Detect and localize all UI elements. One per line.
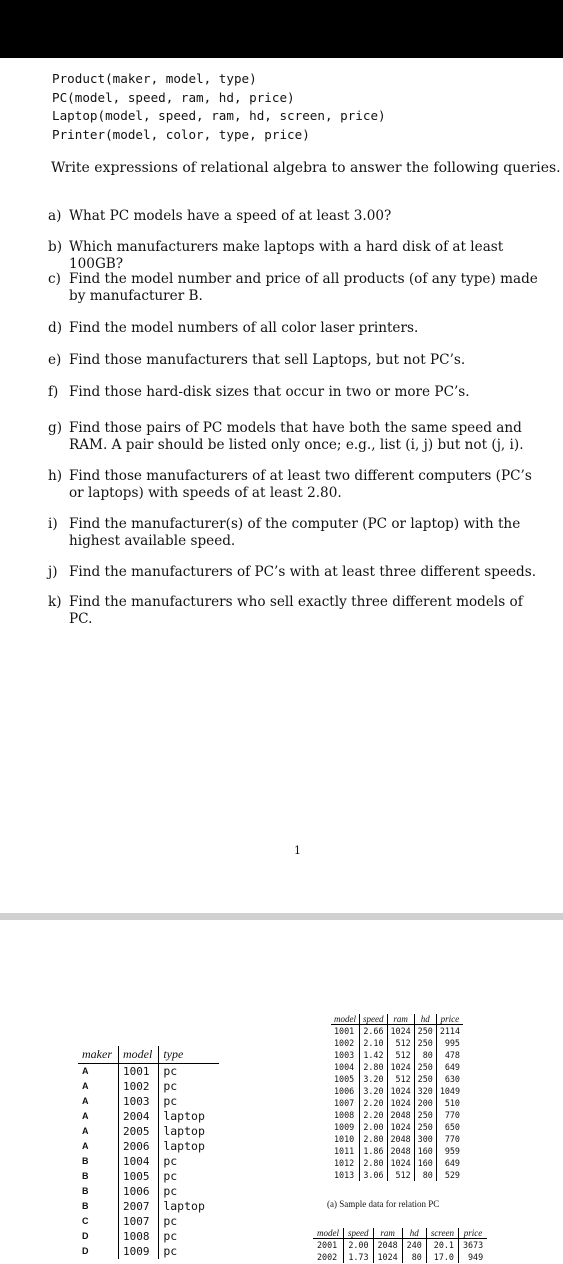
question-label: e) bbox=[48, 352, 62, 368]
table-cell: 300 bbox=[414, 1133, 436, 1145]
table-row bbox=[78, 1214, 219, 1229]
pc-header-row bbox=[331, 1014, 463, 1025]
table-cell: 1008 bbox=[119, 1229, 159, 1244]
table-cell: A bbox=[82, 1126, 89, 1136]
table-row bbox=[78, 1079, 219, 1094]
column-header: speed bbox=[360, 1014, 388, 1025]
table-cell: A bbox=[82, 1081, 89, 1091]
table-cell: 80 bbox=[414, 1049, 436, 1061]
page-separator bbox=[0, 913, 563, 920]
question-e bbox=[48, 352, 548, 369]
column-header: hd bbox=[402, 1228, 426, 1239]
table-row bbox=[331, 1037, 463, 1049]
table-cell: 1006 bbox=[119, 1184, 159, 1199]
table-cell: 250 bbox=[414, 1025, 436, 1038]
table-cell: 1007 bbox=[119, 1214, 159, 1229]
table-cell: 1049 bbox=[436, 1085, 463, 1097]
table-cell: pc bbox=[159, 1214, 220, 1229]
question-label: f) bbox=[48, 384, 59, 400]
table-cell: 1.73 bbox=[344, 1251, 374, 1263]
column-header: model bbox=[331, 1014, 360, 1025]
question-f bbox=[48, 384, 548, 401]
table-cell: 160 bbox=[414, 1157, 436, 1169]
table-cell: pc bbox=[159, 1244, 220, 1259]
table-row bbox=[78, 1109, 219, 1124]
table-row bbox=[78, 1124, 219, 1139]
table-cell: 20.1 bbox=[426, 1239, 458, 1252]
table-cell: 995 bbox=[436, 1037, 463, 1049]
table-cell: 1009 bbox=[334, 1122, 355, 1132]
question-text: Which manufacturers make laptops with a hard disk of at least 100GB? bbox=[69, 239, 504, 272]
schema-block bbox=[52, 70, 386, 144]
question-text: Find the model number and price of all products (of any type) made by manufacturer B. bbox=[69, 271, 538, 304]
table-cell: B bbox=[82, 1201, 89, 1211]
table-cell: 478 bbox=[436, 1049, 463, 1061]
table-cell: 1002 bbox=[334, 1038, 355, 1048]
table-cell: 649 bbox=[436, 1061, 463, 1073]
table-cell: 770 bbox=[436, 1109, 463, 1121]
table-cell: 1004 bbox=[334, 1062, 355, 1072]
table-cell: 1024 bbox=[387, 1097, 414, 1109]
table-cell: B bbox=[82, 1186, 89, 1196]
table-row bbox=[78, 1139, 219, 1154]
table-cell: 1024 bbox=[387, 1025, 414, 1038]
table-cell: 529 bbox=[436, 1169, 463, 1181]
table-cell: 250 bbox=[414, 1109, 436, 1121]
table-cell: laptop bbox=[159, 1199, 220, 1214]
question-text: Find those manufacturers that sell Laptops, but not PC’s. bbox=[69, 352, 466, 368]
table-cell: 1008 bbox=[334, 1110, 355, 1120]
table-cell: 1005 bbox=[334, 1074, 355, 1084]
table-cell: 1024 bbox=[387, 1061, 414, 1073]
table-cell: 2006 bbox=[119, 1139, 159, 1154]
page-number: 1 bbox=[294, 844, 301, 857]
table-cell: 512 bbox=[387, 1037, 414, 1049]
table-cell: laptop bbox=[159, 1124, 220, 1139]
table-cell: 2004 bbox=[119, 1109, 159, 1124]
table-row bbox=[331, 1121, 463, 1133]
table-cell: 250 bbox=[414, 1037, 436, 1049]
table-row bbox=[78, 1064, 219, 1080]
column-header: ram bbox=[387, 1014, 414, 1025]
table-cell: 2.80 bbox=[360, 1061, 388, 1073]
question-label: a) bbox=[48, 208, 62, 224]
table-row bbox=[331, 1157, 463, 1169]
table-cell: 250 bbox=[414, 1073, 436, 1085]
table-cell: 2005 bbox=[119, 1124, 159, 1139]
table-cell: 250 bbox=[414, 1121, 436, 1133]
table-cell: 2.80 bbox=[360, 1133, 388, 1145]
table-row bbox=[78, 1244, 219, 1259]
table-cell: 630 bbox=[436, 1073, 463, 1085]
table-row bbox=[331, 1085, 463, 1097]
table-cell: 512 bbox=[387, 1169, 414, 1181]
laptop-header-row bbox=[313, 1228, 487, 1239]
top-black-bar bbox=[0, 0, 563, 58]
table-row bbox=[78, 1199, 219, 1214]
table-cell: 1.42 bbox=[360, 1049, 388, 1061]
table-cell: 1002 bbox=[119, 1079, 159, 1094]
table-row bbox=[78, 1154, 219, 1169]
table-cell: 2.10 bbox=[360, 1037, 388, 1049]
table-cell: B bbox=[82, 1156, 89, 1166]
table-cell: D bbox=[82, 1231, 89, 1241]
table-row bbox=[331, 1025, 463, 1038]
table-cell: 2048 bbox=[387, 1145, 414, 1157]
table-cell: 1003 bbox=[334, 1050, 355, 1060]
table-cell: 3.20 bbox=[360, 1085, 388, 1097]
question-label: d) bbox=[48, 320, 63, 336]
table-cell: laptop bbox=[159, 1139, 220, 1154]
table-cell: 770 bbox=[436, 1133, 463, 1145]
question-label: c) bbox=[48, 271, 61, 287]
question-c bbox=[48, 271, 548, 305]
question-label: k) bbox=[48, 594, 62, 610]
table-row bbox=[331, 1097, 463, 1109]
table-cell: 80 bbox=[414, 1169, 436, 1181]
intro-text: Write expressions of relational algebra to answer the following queries. bbox=[51, 160, 561, 176]
question-text: Find those pairs of PC models that have both the same speed and RAM. A pair should be listed only once; e.g., list (i, j) but not (j, i). bbox=[69, 420, 524, 453]
table-cell: 1006 bbox=[334, 1086, 355, 1096]
table-row bbox=[313, 1239, 487, 1252]
column-header: hd bbox=[414, 1014, 436, 1025]
table-cell: 3.06 bbox=[360, 1169, 388, 1181]
question-k bbox=[48, 594, 548, 628]
table-row bbox=[78, 1184, 219, 1199]
table-row bbox=[78, 1094, 219, 1109]
table-cell: 1010 bbox=[334, 1134, 355, 1144]
question-d bbox=[48, 320, 548, 337]
question-a bbox=[48, 208, 548, 225]
schema-pc: PC(model, speed, ram, hd, price) bbox=[52, 89, 295, 105]
question-i bbox=[48, 516, 548, 550]
table-cell: 17.0 bbox=[426, 1251, 458, 1263]
question-text: Find the model numbers of all color laser printers. bbox=[69, 320, 419, 336]
table-row bbox=[78, 1229, 219, 1244]
question-text: Find those hard-disk sizes that occur in two or more PC’s. bbox=[69, 384, 470, 400]
table-cell: 510 bbox=[436, 1097, 463, 1109]
table-cell: pc bbox=[159, 1154, 220, 1169]
question-text: What PC models have a speed of at least 3.00? bbox=[69, 208, 392, 224]
table-cell: A bbox=[82, 1141, 89, 1151]
table-cell: 2.80 bbox=[360, 1157, 388, 1169]
table-cell: 1001 bbox=[119, 1064, 159, 1080]
table-cell: 1001 bbox=[334, 1026, 355, 1036]
table-cell: pc bbox=[159, 1094, 220, 1109]
question-text: Find the manufacturer(s) of the computer (PC or laptop) with the highest available speed. bbox=[69, 516, 521, 549]
question-text: Find the manufacturers of PC’s with at least three different speeds. bbox=[69, 564, 537, 580]
table-cell: 1024 bbox=[387, 1085, 414, 1097]
table-row bbox=[331, 1061, 463, 1073]
table-cell: 2.20 bbox=[360, 1097, 388, 1109]
table-cell: 2.66 bbox=[360, 1025, 388, 1038]
pc-table-body bbox=[331, 1025, 463, 1182]
table-cell: pc bbox=[159, 1169, 220, 1184]
table-cell: 2048 bbox=[387, 1133, 414, 1145]
table-cell: 2.00 bbox=[360, 1121, 388, 1133]
table-cell: 959 bbox=[436, 1145, 463, 1157]
question-g bbox=[48, 420, 548, 454]
question-text: Find those manufacturers of at least two different computers (PC’s or laptops) with speeds of at least 2.80. bbox=[69, 468, 532, 501]
column-header: maker bbox=[78, 1046, 119, 1064]
question-label: j) bbox=[48, 564, 58, 580]
laptop-table-body bbox=[313, 1239, 487, 1264]
table-cell: 2001 bbox=[317, 1240, 338, 1250]
table-row bbox=[331, 1049, 463, 1061]
product-table-body bbox=[78, 1064, 219, 1260]
table-cell: 949 bbox=[458, 1251, 487, 1263]
table-cell: laptop bbox=[159, 1109, 220, 1124]
pc-table bbox=[331, 1014, 463, 1181]
table-row bbox=[331, 1133, 463, 1145]
table-cell: 240 bbox=[402, 1239, 426, 1252]
table-cell: 3.20 bbox=[360, 1073, 388, 1085]
question-label: b) bbox=[48, 239, 63, 255]
table-cell: B bbox=[82, 1171, 89, 1181]
table-cell: pc bbox=[159, 1064, 220, 1080]
product-header-row bbox=[78, 1046, 219, 1064]
pc-table-caption: (a) Sample data for relation PC bbox=[327, 1199, 440, 1209]
table-cell: 1004 bbox=[119, 1154, 159, 1169]
table-row bbox=[331, 1109, 463, 1121]
question-text: Find the manufacturers who sell exactly three different models of PC. bbox=[69, 594, 523, 627]
column-header: model bbox=[119, 1046, 159, 1064]
table-cell: 3673 bbox=[458, 1239, 487, 1252]
question-b bbox=[48, 239, 548, 273]
table-cell: 1024 bbox=[387, 1157, 414, 1169]
question-label: h) bbox=[48, 468, 63, 484]
table-cell: 1009 bbox=[119, 1244, 159, 1259]
table-cell: 2048 bbox=[373, 1239, 402, 1252]
column-header: screen bbox=[426, 1228, 458, 1239]
question-j bbox=[48, 564, 548, 581]
table-row bbox=[313, 1251, 487, 1263]
table-cell: 1.86 bbox=[360, 1145, 388, 1157]
table-cell: 1024 bbox=[373, 1251, 402, 1263]
table-cell: C bbox=[82, 1216, 89, 1226]
table-cell: A bbox=[82, 1066, 89, 1076]
question-label: i) bbox=[48, 516, 58, 532]
column-header: price bbox=[436, 1014, 463, 1025]
table-cell: pc bbox=[159, 1079, 220, 1094]
table-cell: 1011 bbox=[334, 1146, 355, 1156]
table-cell: 649 bbox=[436, 1157, 463, 1169]
table-row bbox=[331, 1073, 463, 1085]
table-cell: 160 bbox=[414, 1145, 436, 1157]
table-cell: 512 bbox=[387, 1049, 414, 1061]
table-cell: 1024 bbox=[387, 1121, 414, 1133]
table-cell: D bbox=[82, 1246, 89, 1256]
table-row bbox=[331, 1145, 463, 1157]
table-cell: 1012 bbox=[334, 1158, 355, 1168]
table-cell: 2114 bbox=[436, 1025, 463, 1038]
table-cell: 320 bbox=[414, 1085, 436, 1097]
column-header: type bbox=[159, 1046, 220, 1064]
table-cell: 1007 bbox=[334, 1098, 355, 1108]
table-cell: 512 bbox=[387, 1073, 414, 1085]
table-cell: 1003 bbox=[119, 1094, 159, 1109]
table-cell: A bbox=[82, 1111, 89, 1121]
question-label: g) bbox=[48, 420, 63, 436]
question-h bbox=[48, 468, 548, 502]
table-row bbox=[331, 1169, 463, 1181]
table-cell: 650 bbox=[436, 1121, 463, 1133]
table-cell: 2002 bbox=[317, 1252, 338, 1262]
table-cell: 1005 bbox=[119, 1169, 159, 1184]
table-cell: 2.00 bbox=[344, 1239, 374, 1252]
schema-product: Product(maker, model, type) bbox=[52, 71, 257, 86]
table-row bbox=[78, 1169, 219, 1184]
table-cell: A bbox=[82, 1096, 89, 1106]
schema-printer: Printer(model, color, type, price) bbox=[52, 126, 310, 142]
column-header: speed bbox=[344, 1228, 374, 1239]
table-cell: 2.20 bbox=[360, 1109, 388, 1121]
table-cell: pc bbox=[159, 1229, 220, 1244]
table-cell: pc bbox=[159, 1184, 220, 1199]
table-cell: 250 bbox=[414, 1061, 436, 1073]
table-cell: 2007 bbox=[119, 1199, 159, 1214]
table-cell: 200 bbox=[414, 1097, 436, 1109]
table-cell: 1013 bbox=[334, 1170, 355, 1180]
table-cell: 80 bbox=[402, 1251, 426, 1263]
product-table bbox=[78, 1046, 219, 1259]
column-header: model bbox=[313, 1228, 344, 1239]
column-header: ram bbox=[373, 1228, 402, 1239]
table-cell: 2048 bbox=[387, 1109, 414, 1121]
laptop-table bbox=[313, 1228, 487, 1263]
schema-laptop: Laptop(model, speed, ram, hd, screen, price) bbox=[52, 108, 386, 123]
column-header: price bbox=[458, 1228, 487, 1239]
